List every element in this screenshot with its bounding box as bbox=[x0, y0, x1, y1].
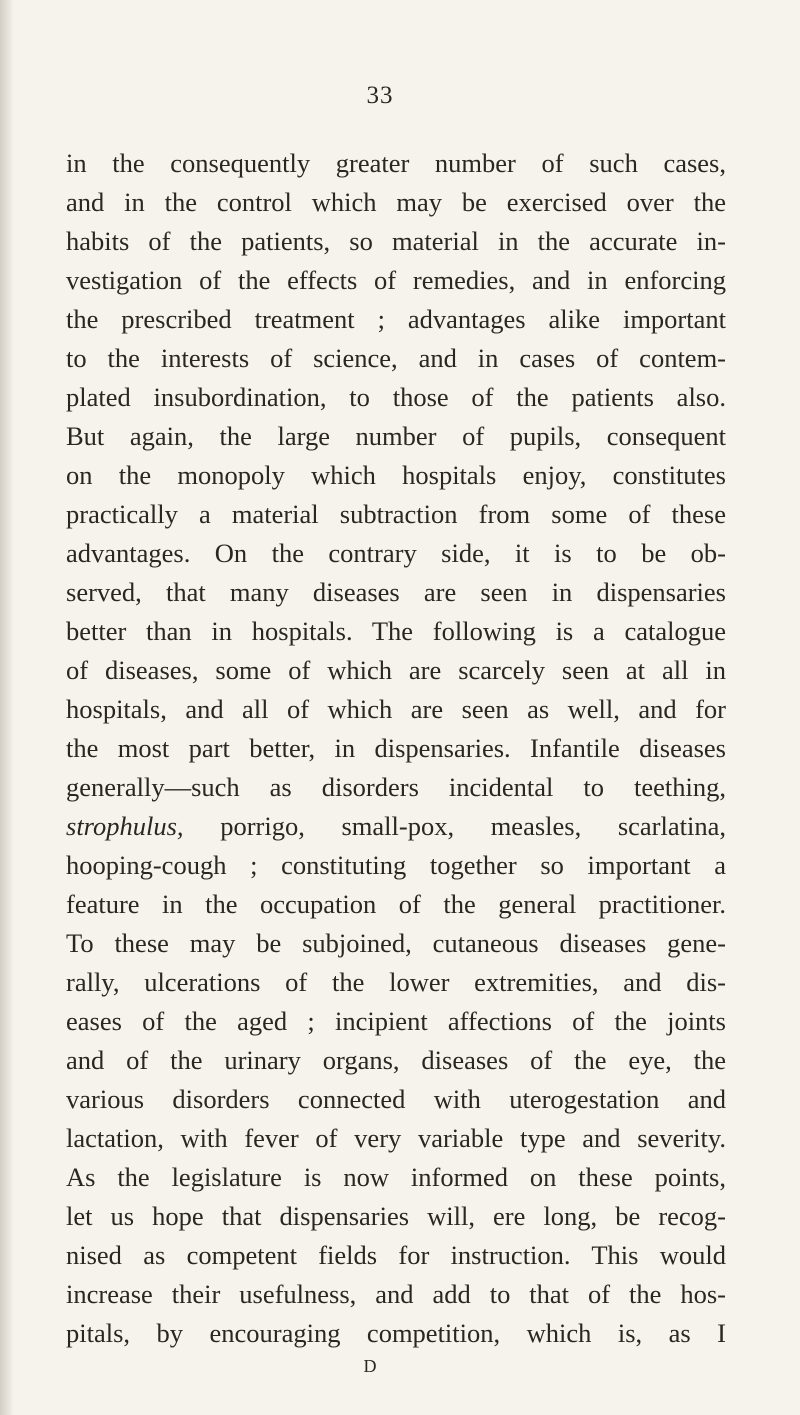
text-line-rest: porrigo, small-pox, measles, scarlatina, bbox=[183, 811, 726, 841]
text-line: on the monopoly which hospitals enjoy, constitutes bbox=[66, 460, 726, 490]
text-line: To these may be subjoined, cutaneous diseases gene- bbox=[66, 928, 726, 958]
text-line: increase their usefulness, and add to that of the hos- bbox=[66, 1279, 726, 1309]
text-line-italic-start bbox=[66, 807, 726, 846]
text-line: hospitals, and all of which are seen as well, and for bbox=[66, 694, 726, 724]
page-number: 33 bbox=[366, 82, 394, 109]
text-line: of diseases, some of which are scarcely seen at all in bbox=[66, 655, 726, 685]
text-line: habits of the patients, so material in the accurate in- bbox=[66, 226, 726, 256]
body-text bbox=[66, 144, 726, 1353]
text-line: practically a material subtraction from some of these bbox=[66, 499, 726, 529]
text-line: lactation, with fever of very variable type and severity. bbox=[66, 1123, 726, 1153]
text-line: the prescribed treatment ; advantages alike important bbox=[66, 304, 726, 334]
text-line: and of the urinary organs, diseases of the eye, the bbox=[66, 1045, 726, 1075]
text-line: rally, ulcerations of the lower extremities, and dis- bbox=[66, 967, 726, 997]
signature-mark: D bbox=[363, 1356, 377, 1376]
text-line: eases of the aged ; incipient affections of the joints bbox=[66, 1006, 726, 1036]
text-line: nised as competent fields for instruction. This would bbox=[66, 1240, 726, 1270]
binding-shadow bbox=[0, 0, 14, 1415]
text-line: various disorders connected with uterogestation and bbox=[66, 1084, 726, 1114]
italic-term: strophulus, bbox=[66, 811, 184, 841]
text-line: served, that many diseases are seen in dispensaries bbox=[66, 577, 726, 607]
text-line: plated insubordination, to those of the patients also. bbox=[66, 382, 726, 412]
text-line: But again, the large number of pupils, consequent bbox=[66, 421, 726, 451]
text-line: vestigation of the effects of remedies, and in enforcing bbox=[66, 265, 726, 295]
text-line: the most part better, in dispensaries. Infantile diseases bbox=[66, 733, 726, 763]
text-line: better than in hospitals. The following is a catalogue bbox=[66, 616, 726, 646]
text-line: feature in the occupation of the general practitioner. bbox=[66, 889, 726, 919]
text-line: advantages. On the contrary side, it is to be ob- bbox=[66, 538, 726, 568]
text-line: to the interests of science, and in cases of contem- bbox=[66, 343, 726, 373]
text-line: hooping-cough ; constituting together so important a bbox=[66, 850, 726, 880]
text-line: let us hope that dispensaries will, ere long, be recog- bbox=[66, 1201, 726, 1231]
text-line: As the legislature is now informed on these points, bbox=[66, 1162, 726, 1192]
text-line: in the consequently greater number of such cases, bbox=[66, 148, 726, 178]
text-line: and in the control which may be exercised over the bbox=[66, 187, 726, 217]
text-line: generally—such as disorders incidental to teething, bbox=[66, 772, 726, 802]
text-line: pitals, by encouraging competition, which is, as I bbox=[66, 1318, 726, 1348]
